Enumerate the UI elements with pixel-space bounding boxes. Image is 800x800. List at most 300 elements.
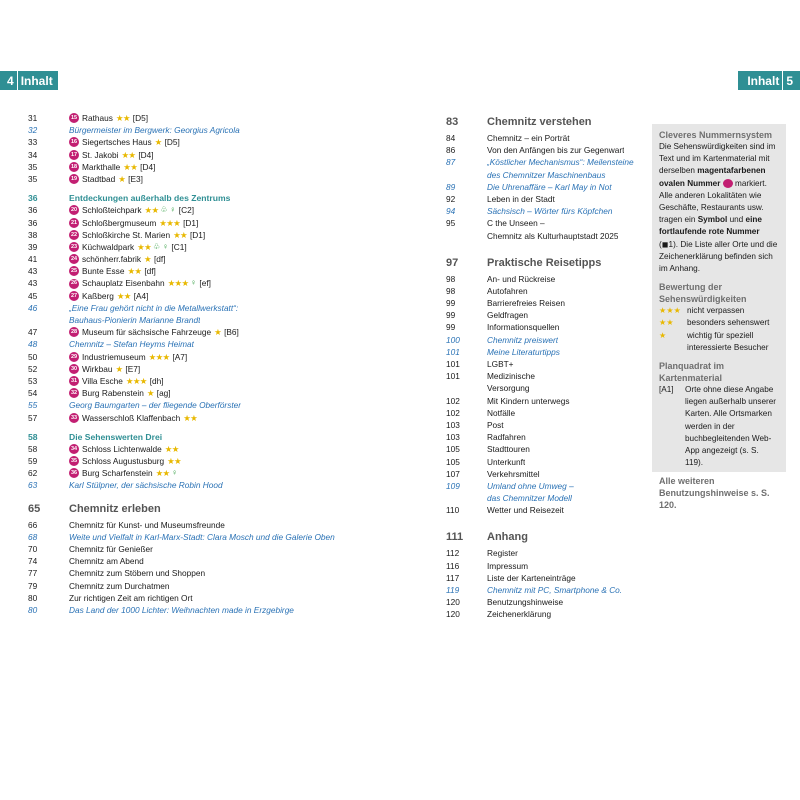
toc-right-column xyxy=(446,112,636,621)
toc-entry[interactable] xyxy=(28,124,423,136)
rating-stars-icon: ★★ xyxy=(164,443,179,454)
toc-entry[interactable] xyxy=(28,375,423,387)
sight-number-badge: 17 xyxy=(69,150,79,160)
sight-number-badge: 33 xyxy=(69,413,79,423)
entry-content xyxy=(487,144,624,156)
map-grid-reference: [D1] xyxy=(189,229,206,240)
left-page-tab xyxy=(0,71,58,90)
page-number: 58 xyxy=(28,443,38,454)
entry-title: Zeichenerklärung xyxy=(487,609,552,620)
page-number: 62 xyxy=(28,468,38,479)
entry-title: Schloss Lichtenwalde xyxy=(82,443,162,454)
sight-number-badge: 18 xyxy=(69,162,79,172)
grid-text: Orte ohne diese Angabe liegen außerhalb unserer Karten. Alle Ortsmarken werden in der buchbegleitenden Web-App angezeigt (s. S. 119). xyxy=(685,385,777,468)
entry-title: Das Land der 1000 Lichter: Weihnachten made in Erzgebirge xyxy=(69,604,294,615)
map-grid-reference: [df] xyxy=(144,266,156,277)
entry-content xyxy=(487,257,601,269)
page-number: 101 xyxy=(446,371,460,382)
tab-divider xyxy=(17,71,18,90)
entry-title: Geldfragen xyxy=(487,310,529,321)
page-number: 89 xyxy=(446,181,456,192)
map-grid-reference: [A7] xyxy=(172,351,188,362)
section-heading[interactable] xyxy=(446,253,636,273)
entry-content xyxy=(487,608,551,620)
page-number: 43 xyxy=(28,278,38,289)
tab-divider xyxy=(782,71,783,90)
page-number: 55 xyxy=(28,400,38,411)
sight-number-badge: 34 xyxy=(69,444,79,454)
entry-content xyxy=(69,229,205,241)
sight-number-badge: 22 xyxy=(69,230,79,240)
entry-content xyxy=(69,265,156,277)
entry-title: Georg Baumgarten – der fliegende Oberförster xyxy=(69,400,242,411)
toc-entry[interactable] xyxy=(28,543,423,555)
page-number: 80 xyxy=(28,592,38,603)
section-heading[interactable] xyxy=(446,112,636,132)
toc-entry[interactable] xyxy=(28,217,423,229)
page-number: 52 xyxy=(28,363,38,374)
entry-title: Anhang xyxy=(487,531,528,544)
page-number: 47 xyxy=(28,327,38,338)
section-gap xyxy=(28,424,423,431)
entry-title: Burg Rabenstein xyxy=(82,388,144,399)
map-grid-reference: [E3] xyxy=(128,173,143,184)
entry-content xyxy=(69,363,140,375)
toc-entry[interactable] xyxy=(28,580,423,592)
entry-title: Chemnitz – Stefan Heyms Heimat xyxy=(69,339,194,350)
sight-number-badge: 28 xyxy=(69,327,79,337)
toc-entry[interactable] xyxy=(28,253,423,265)
toc-entry[interactable] xyxy=(446,334,636,346)
toc-entry[interactable] xyxy=(28,149,423,161)
entry-content xyxy=(487,407,515,419)
rating-stars-icon: ★★ xyxy=(137,241,152,252)
entry-content xyxy=(69,455,181,467)
info-sidebar xyxy=(652,124,786,511)
toc-entry[interactable] xyxy=(446,205,636,217)
page-number: 117 xyxy=(446,572,460,583)
entry-content xyxy=(487,584,622,596)
toc-entry[interactable] xyxy=(446,346,636,358)
toc-entry[interactable] xyxy=(446,504,636,516)
section-gap xyxy=(28,185,423,192)
toc-entry[interactable] xyxy=(28,112,423,124)
section-gap xyxy=(446,516,636,527)
rating-stars-icon: ★★ xyxy=(127,266,142,277)
toc-entry[interactable] xyxy=(28,277,423,289)
toc-entry[interactable] xyxy=(28,531,423,543)
entry-title: Stadtbad xyxy=(82,173,116,184)
entry-content xyxy=(487,297,565,309)
toc-entry[interactable] xyxy=(446,358,636,370)
entry-title: Chemnitz für Genießer xyxy=(69,544,153,554)
entry-content xyxy=(487,382,529,394)
entry-title: Markthalle xyxy=(82,161,121,172)
page-number: 39 xyxy=(28,241,38,252)
entry-content xyxy=(487,217,545,229)
entry-title: schönherr.fabrik xyxy=(82,254,142,265)
entry-content xyxy=(69,277,211,289)
entry-title: Industriemuseum xyxy=(82,351,146,362)
rating-stars-icon: ★★ xyxy=(116,290,131,301)
right-page-tab xyxy=(738,71,800,90)
toc-entry[interactable] xyxy=(446,547,636,559)
toc-entry[interactable] xyxy=(28,204,423,216)
toc-entry[interactable] xyxy=(446,156,636,168)
entry-content xyxy=(487,132,570,144)
entry-content xyxy=(69,253,166,265)
rating-stars-icon: ★ xyxy=(146,388,154,399)
entry-title: Museum für sächsische Fahrzeuge xyxy=(82,327,212,338)
toc-entry[interactable] xyxy=(446,370,636,382)
entry-title: Zur richtigen Zeit am richtigen Ort xyxy=(69,592,193,603)
entry-title: Chemnitz – ein Porträt xyxy=(487,133,570,143)
page-number: 43 xyxy=(28,266,38,277)
toc-entry[interactable] xyxy=(28,592,423,604)
page-number: 48 xyxy=(28,339,38,350)
family-nature-icon: ♧ ♀ xyxy=(153,241,169,251)
entry-content xyxy=(487,492,572,504)
page-number: 110 xyxy=(446,505,460,516)
entry-content xyxy=(487,181,612,193)
page-number: 111 xyxy=(446,531,464,544)
entry-content xyxy=(487,116,592,128)
rating-stars-icon: ★★ xyxy=(115,113,130,123)
toc-entry[interactable] xyxy=(28,387,423,399)
legend-row xyxy=(659,330,779,354)
entry-content xyxy=(487,346,560,358)
rating-stars-icon: ★★ xyxy=(144,205,159,216)
toc-entry[interactable] xyxy=(446,443,636,455)
toc-entry[interactable] xyxy=(446,309,636,321)
section-heading[interactable] xyxy=(28,499,423,519)
page-number: 98 xyxy=(446,273,456,284)
entry-content xyxy=(69,351,187,363)
toc-entry[interactable] xyxy=(28,173,423,185)
toc-entry[interactable] xyxy=(446,419,636,431)
map-grid-reference: [D4] xyxy=(140,161,156,172)
map-grid-reference: [D1] xyxy=(183,217,199,228)
entry-content xyxy=(487,169,606,181)
toc-entry[interactable] xyxy=(28,290,423,302)
toc-entry[interactable] xyxy=(28,326,423,338)
map-grid-reference: [dh] xyxy=(149,375,164,386)
entry-title: Versorgung xyxy=(487,383,530,394)
entry-title: Chemnitz als Kulturhauptstadt 2025 xyxy=(487,230,619,241)
entry-content xyxy=(69,412,197,424)
toc-entry[interactable] xyxy=(28,161,423,173)
entry-content xyxy=(487,309,528,321)
page-number: 105 xyxy=(446,444,460,455)
entry-content xyxy=(487,560,528,572)
toc-entry[interactable] xyxy=(446,596,636,608)
entry-title: Chemnitz erleben xyxy=(69,502,161,515)
toc-entry[interactable] xyxy=(446,560,636,572)
legend-text: wichtig für speziell interessierte Besucher xyxy=(687,330,769,352)
entry-title: An- und Rückreise xyxy=(487,273,556,284)
toc-entry[interactable] xyxy=(446,572,636,584)
entry-title: Wasserschloß Klaffenbach xyxy=(82,412,181,423)
rating-stars-icon: ★ xyxy=(214,327,222,338)
sidebar-title-grid: Planquadrat im Kartenmaterial xyxy=(659,361,725,384)
entry-content xyxy=(69,302,238,314)
grid-explanation xyxy=(659,384,779,469)
toc-entry[interactable] xyxy=(446,431,636,443)
sidebar-note: Alle weiteren Benutzungshinweise s. S. 120. xyxy=(659,476,770,511)
entry-content xyxy=(69,136,180,148)
page-number: 95 xyxy=(446,218,456,229)
entry-title: „Eine Frau gehört nicht in die Metallwerkstatt“: xyxy=(69,302,239,313)
entry-content xyxy=(69,580,170,592)
entry-content xyxy=(69,204,194,216)
page-number: 99 xyxy=(446,322,456,333)
toc-entry[interactable] xyxy=(28,519,423,531)
entry-content xyxy=(69,124,240,136)
toc-entry[interactable] xyxy=(28,467,423,479)
rating-stars-icon: ★ xyxy=(154,137,162,148)
entry-title: Medizinische xyxy=(487,371,535,382)
family-nature-icon: ♀ xyxy=(190,278,197,288)
sight-number-badge: 19 xyxy=(69,174,79,184)
toc-entry[interactable] xyxy=(28,351,423,363)
page-number: 46 xyxy=(28,302,38,313)
page-number: 97 xyxy=(446,256,459,269)
sight-number-badge: 16 xyxy=(69,137,79,147)
rating-stars-icon: ★★★ xyxy=(167,278,189,289)
left-page-title: Inhalt xyxy=(20,73,53,88)
legend-stars-icon: ★★ xyxy=(659,318,674,328)
page-number: 103 xyxy=(446,419,460,430)
grid-code: [A1] xyxy=(659,385,674,395)
toc-entry[interactable] xyxy=(446,608,636,620)
toc-entry[interactable] xyxy=(446,407,636,419)
toc-entry[interactable] xyxy=(28,314,423,326)
entry-title: Kaßberg xyxy=(82,290,114,301)
toc-entry[interactable] xyxy=(446,321,636,333)
entry-title: Die Sehenswerten Drei xyxy=(69,431,163,442)
toc-entry[interactable] xyxy=(28,455,423,467)
entry-content xyxy=(69,519,225,531)
sight-number-badge: 35 xyxy=(69,456,79,466)
toc-entry[interactable] xyxy=(446,395,636,407)
entry-title: Weite und Vielfalt in Karl-Marx-Stadt: Clara Mosch und die Galerie Oben xyxy=(69,531,335,542)
toc-entry[interactable] xyxy=(28,363,423,375)
rating-stars-icon: ★★ xyxy=(167,456,181,467)
page-number: 57 xyxy=(28,412,38,423)
entry-content xyxy=(487,205,612,217)
entry-title: Liste der Karteneinträge xyxy=(487,572,576,583)
toc-entry[interactable] xyxy=(28,479,423,491)
entry-title: Post xyxy=(487,419,504,430)
map-grid-reference: [B6] xyxy=(224,327,239,338)
rating-stars-icon: ★★★ xyxy=(125,375,147,386)
page-number: 100 xyxy=(446,334,460,345)
toc-entry[interactable] xyxy=(446,584,636,596)
page-number: 66 xyxy=(28,519,38,530)
page-number: 70 xyxy=(28,544,38,554)
entry-title: Bunte Esse xyxy=(82,266,125,277)
page-number: 79 xyxy=(28,580,38,591)
toc-entry[interactable] xyxy=(446,492,636,504)
toc-entry[interactable] xyxy=(28,604,423,616)
entry-title: Meine Literaturtipps xyxy=(487,346,560,357)
toc-entry[interactable] xyxy=(446,297,636,309)
section-gap xyxy=(28,492,423,499)
page-number: 99 xyxy=(446,310,456,321)
legend-row xyxy=(659,317,779,329)
page-number: 94 xyxy=(446,206,456,217)
sight-number-badge: 36 xyxy=(69,468,79,478)
page-number: 120 xyxy=(446,609,460,620)
page-number: 87 xyxy=(446,157,456,168)
entry-content xyxy=(69,173,143,185)
toc-entry[interactable] xyxy=(28,443,423,455)
family-nature-icon: ♧ ♀ xyxy=(160,205,176,215)
entry-title: Chemnitz am Abend xyxy=(69,556,144,567)
sight-number-badge: 23 xyxy=(69,242,79,252)
page-number: 65 xyxy=(28,502,41,515)
page-number: 86 xyxy=(446,145,456,156)
entry-content xyxy=(69,479,223,491)
entry-content xyxy=(69,290,148,302)
page-number: 98 xyxy=(446,285,456,296)
sight-number-badge: 24 xyxy=(69,254,79,264)
page-number: 68 xyxy=(28,531,38,542)
entry-content xyxy=(69,399,241,411)
entry-content xyxy=(487,547,518,559)
rating-stars-icon: ★★★ xyxy=(148,351,170,362)
entry-content xyxy=(69,192,230,204)
map-grid-reference: [ef] xyxy=(199,278,211,289)
page-number: 54 xyxy=(28,388,38,399)
subsection-heading[interactable] xyxy=(28,431,423,443)
page-number: 38 xyxy=(28,229,38,240)
toc-left-column xyxy=(28,112,423,616)
entry-content xyxy=(69,543,153,555)
toc-entry[interactable] xyxy=(446,217,636,229)
page-number: 36 xyxy=(28,205,38,216)
rating-stars-icon: ★★★ xyxy=(159,217,181,228)
toc-entry[interactable] xyxy=(28,412,423,424)
entry-content xyxy=(69,431,162,443)
entry-content xyxy=(69,592,193,604)
entry-title: Bauhaus-Pionierin Marianne Brandt xyxy=(69,315,201,325)
entry-title: „Köstlicher Mechanismus“: Meilensteine xyxy=(487,157,634,168)
subsection-heading[interactable] xyxy=(28,192,423,204)
entry-content xyxy=(487,273,555,285)
rating-stars-icon: ★★ xyxy=(183,412,198,423)
toc-entry[interactable] xyxy=(28,399,423,411)
toc-entry[interactable] xyxy=(446,273,636,285)
entry-title: Rathaus xyxy=(82,113,113,123)
entry-title: Informationsquellen xyxy=(487,322,560,333)
toc-entry[interactable] xyxy=(446,169,636,181)
entry-content xyxy=(69,443,179,455)
entry-title: Chemnitz zum Stöbern und Shoppen xyxy=(69,568,206,579)
entry-title: Mit Kindern unterwegs xyxy=(487,395,570,406)
toc-entry[interactable] xyxy=(446,285,636,297)
toc-entry[interactable] xyxy=(28,567,423,579)
right-page-title: Inhalt xyxy=(747,73,780,88)
toc-entry[interactable] xyxy=(446,144,636,156)
magenta-badge-icon xyxy=(723,179,733,188)
rating-stars-icon: ★ xyxy=(115,363,123,374)
entry-title: Notfälle xyxy=(487,407,516,418)
sidebar-numbering-text: Die Sehenswürdigkeiten sind im Text und im Kartenmaterial mit derselben magentafarbenen ovalen Nummer markiert. Alle anderen Lokalitäten wie Geschäfte, Restaurants usw. tragen ein Symbol und eine fortlaufende rote Nummer (◼1). Die Liste aller Orte und die Zeichenerklärung befinden sich im Anhang. xyxy=(659,142,778,274)
map-grid-reference: [D5] xyxy=(132,113,149,123)
sight-number-badge: 32 xyxy=(69,388,79,398)
toc-entry[interactable] xyxy=(446,193,636,205)
toc-entry[interactable] xyxy=(28,302,423,314)
entry-content xyxy=(487,285,528,297)
toc-entry[interactable] xyxy=(446,181,636,193)
page-number: 109 xyxy=(446,480,460,491)
page-number: 102 xyxy=(446,395,460,406)
page-number: 112 xyxy=(446,548,460,559)
entry-title: Schloss Augustusburg xyxy=(82,456,165,467)
entry-content xyxy=(69,326,239,338)
toc-entry[interactable] xyxy=(446,382,636,394)
page-number: 74 xyxy=(28,556,38,567)
entry-title: Die Uhrenaffäre – Karl May in Not xyxy=(487,181,612,192)
entry-title: das Chemnitzer Modell xyxy=(487,493,572,504)
entry-title: Stadttouren xyxy=(487,444,530,455)
section-heading[interactable] xyxy=(446,527,636,547)
toc-entry[interactable] xyxy=(28,338,423,350)
entry-title: Schauplatz Eisenbahn xyxy=(82,278,165,289)
legend-stars-icon: ★ xyxy=(659,330,667,340)
sidebar-title-numbering: Cleveres Nummernsystem xyxy=(659,130,773,140)
entry-content xyxy=(487,395,570,407)
legend-text: besonders sehenswert xyxy=(687,318,770,328)
toc-entry[interactable] xyxy=(28,265,423,277)
sight-number-badge: 30 xyxy=(69,364,79,374)
entry-title: St. Jakobi xyxy=(82,149,119,160)
section-gap xyxy=(446,242,636,253)
entry-title: Bürgermeister im Bergwerk: Georgius Agricola xyxy=(69,125,240,136)
entry-content xyxy=(69,112,148,124)
toc-entry[interactable] xyxy=(28,136,423,148)
toc-entry[interactable] xyxy=(446,468,636,480)
page-number: 80 xyxy=(28,604,38,615)
entry-content xyxy=(69,217,198,229)
entry-content xyxy=(487,334,558,346)
entry-content xyxy=(69,467,177,479)
entry-content xyxy=(487,230,618,242)
toc-entry[interactable] xyxy=(446,230,636,242)
map-grid-reference: [C2] xyxy=(178,205,195,216)
page-number: 41 xyxy=(28,254,38,265)
map-grid-reference: [D4] xyxy=(138,149,154,160)
toc-entry[interactable] xyxy=(446,456,636,468)
rating-stars-icon: ★★ xyxy=(173,229,187,240)
entry-content xyxy=(69,604,294,616)
entry-title: Wirkbau xyxy=(82,363,113,374)
entry-content xyxy=(487,193,555,205)
toc-entry[interactable] xyxy=(446,132,636,144)
toc-entry[interactable] xyxy=(28,241,423,253)
page-number: 33 xyxy=(28,137,38,148)
toc-entry[interactable] xyxy=(28,229,423,241)
map-grid-reference: [ag] xyxy=(156,388,171,399)
entry-title: Schloßbergmuseum xyxy=(82,217,157,228)
toc-entry[interactable] xyxy=(28,555,423,567)
entry-title: Chemnitz preiswert xyxy=(487,334,559,345)
toc-entry[interactable] xyxy=(446,480,636,492)
entry-content xyxy=(487,419,504,431)
entry-title: Leben in der Stadt xyxy=(487,193,555,204)
page-number: 63 xyxy=(28,480,38,491)
